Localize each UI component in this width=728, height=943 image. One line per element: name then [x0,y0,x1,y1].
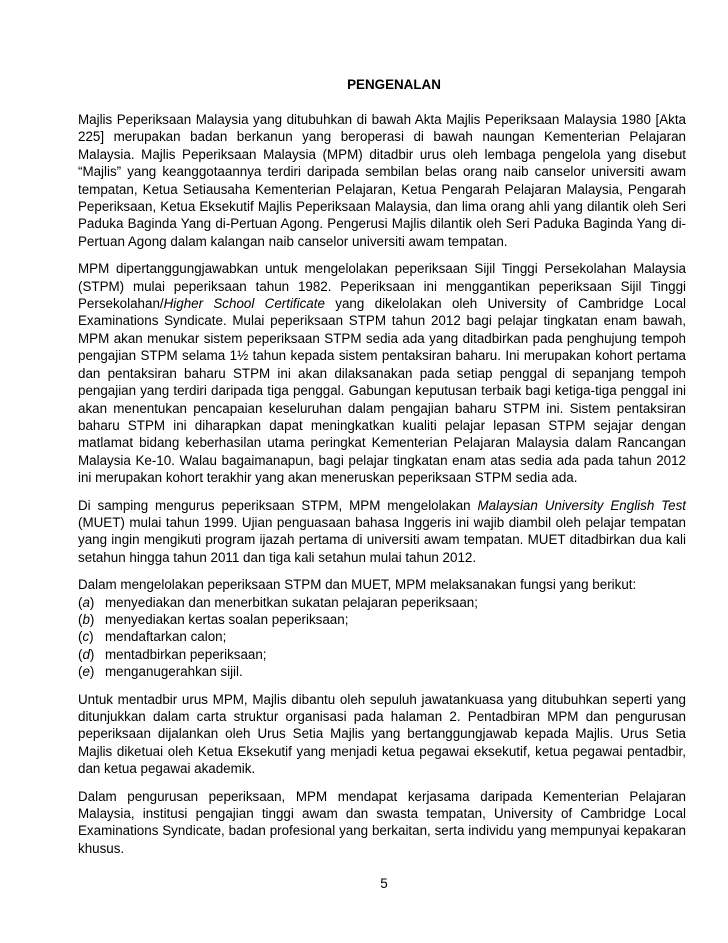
list-item-text: mentadbirkan peperiksaan; [105,646,267,662]
list-marker: (d) [78,646,95,662]
paragraph-administration: Untuk mentadbir urus MPM, Majlis dibantu oleh sepuluh jawatankuasa yang ditubuhkan seperti yang ditunjukkan dalam carta struktur organisasi pada halaman 2. Pentadbiran MPM dan pengurusan peperiksaan dijalankan oleh Urus Setia Majlis yang bertanggungjawab kepada Majlis. Urus Setia Majlis diketuai oleh Ketua Eksekutif yang menjadi ketua pegawai eksekutif, ketua pegawai pentadbir, dan ketua pegawai akademik. [78,691,686,777]
paragraph-muet-part1: Di samping mengurus peperiksaan STPM, MPM mengelolakan [78,497,478,513]
list-item-text: menyediakan kertas soalan peperiksaan; [105,611,349,627]
paragraph-stpm-part1: MPM dipertanggungjawabkan untuk mengelolakan peperiksaan Sijil Tinggi Persekolahan Malaysia (STPM) mulai peperiksaan tahun 1982. Peperiksaan ini menggantikan peperiksaan Sijil Tinggi Persekolahan/ [78,261,686,312]
paragraph-muet-part2: (MUET) mulai tahun 1999. Ujian penguasaan bahasa Inggeris ini wajib diambil oleh pelajar tempatan yang ingin mengikuti program ijazah pertama di universiti awam tempatan. MUET ditadbirkan dua kali setahun hingga tahun 2011 dan tiga kali setahun mulai tahun 2012. [78,514,686,565]
list-item-text: menyediakan dan menerbitkan sukatan pelajaran peperiksaan; [105,594,478,610]
functions-list [78,594,686,681]
paragraph-stpm [78,260,686,486]
list-item [78,611,686,628]
paragraph-intro: Majlis Peperiksaan Malaysia yang ditubuhkan di bawah Akta Majlis Peperiksaan Malaysia 1980 [Akta 225] merupakan badan berkanun yang beroperasi di bawah naungan Kementerian Pelajaran Malaysia. Majlis Peperiksaan Malaysia (MPM) ditadbir urus oleh lembaga pengelola yang disebut “Majlis” yang keanggotaannya terdiri daripada sembilan belas orang naib canselor universiti awam tempatan, Ketua Setiausaha Kementerian Pelajaran, Ketua Pengarah Pelajaran Malaysia, Pengarah Peperiksaan, Ketua Eksekutif Majlis Peperiksaan Malaysia, dan lima orang ahli yang dilantik oleh Seri Paduka Baginda Yang di-Pertuan Agong. Pengerusi Majlis dilantik oleh Seri Paduka Baginda Yang di-Pertuan Agong dalam kalangan naib canselor universiti awam tempatan. [78,112,686,249]
list-marker: (e) [78,664,95,680]
list-item [78,594,686,611]
functions-intro: Dalam mengelolakan peperiksaan STPM dan MUET, MPM melaksanakan fungsi yang berikut: [78,577,637,593]
list-item [78,628,686,645]
paragraph-stpm-italic: Higher School Certificate [163,296,325,312]
list-marker: (a) [78,594,95,610]
list-item [78,663,686,680]
document-page [78,76,686,867]
page-number: 5 [380,876,388,891]
list-marker: (c) [78,629,94,645]
list-marker: (b) [78,611,95,627]
paragraph-muet [78,497,686,567]
list-item [78,646,686,663]
paragraph-muet-italic: Malaysian University English Test [477,497,686,513]
paragraph-stpm-part2: yang dikelolakan oleh University of Cambridge Local Examinations Syndicate. Mulai peperiksaan STPM tahun 2012 bagi pelajar tingkatan enam bawah, MPM akan menukar sistem peperiksaan STPM sedia ada yang ditadbirkan pada penghujung tempoh pengajian STPM selama 1½ tahun kepada sistem pentaksiran baharu. Ini merupakan kohort pertama dan pentaksiran baharu STPM ini akan dilaksanakan pada setiap penggal di sepanjang tempoh pengajian yang terdiri daripada tiga penggal. Gabungan keputusan terbaik bagi ketiga-tiga penggal ini akan menentukan pencapaian keseluruhan dalam pengajian baharu STPM ini. Sistem pentaksiran baharu STPM ini diharapkan dapat meningkatkan kualiti pelajar lepasan STPM sejajar dengan matlamat bidang keberhasilan utama peringkat Kementerian Pelajaran Malaysia dalam Rancangan Malaysia Ke-10. Walau bagaimanapun, bagi pelajar tingkatan enam atas sedia ada pada tahun 2012 ini merupakan kohort terakhir yang akan meneruskan peperiksaan STPM sedia ada. [78,296,687,486]
page-title: PENGENALAN [347,77,441,92]
list-item-text: mendaftarkan calon; [105,629,227,645]
paragraph-cooperation: Dalam pengurusan peperiksaan, MPM mendapat kerjasama daripada Kementerian Pelajaran Malaysia, institusi pengajian tinggi awam dan swasta tempatan, University of Cambridge Local Examinations Syndicate, badan profesional yang berkaitan, serta individu yang mempunyai kepakaran khusus. [78,788,686,856]
list-item-text: menganugerahkan sijil. [105,664,243,680]
